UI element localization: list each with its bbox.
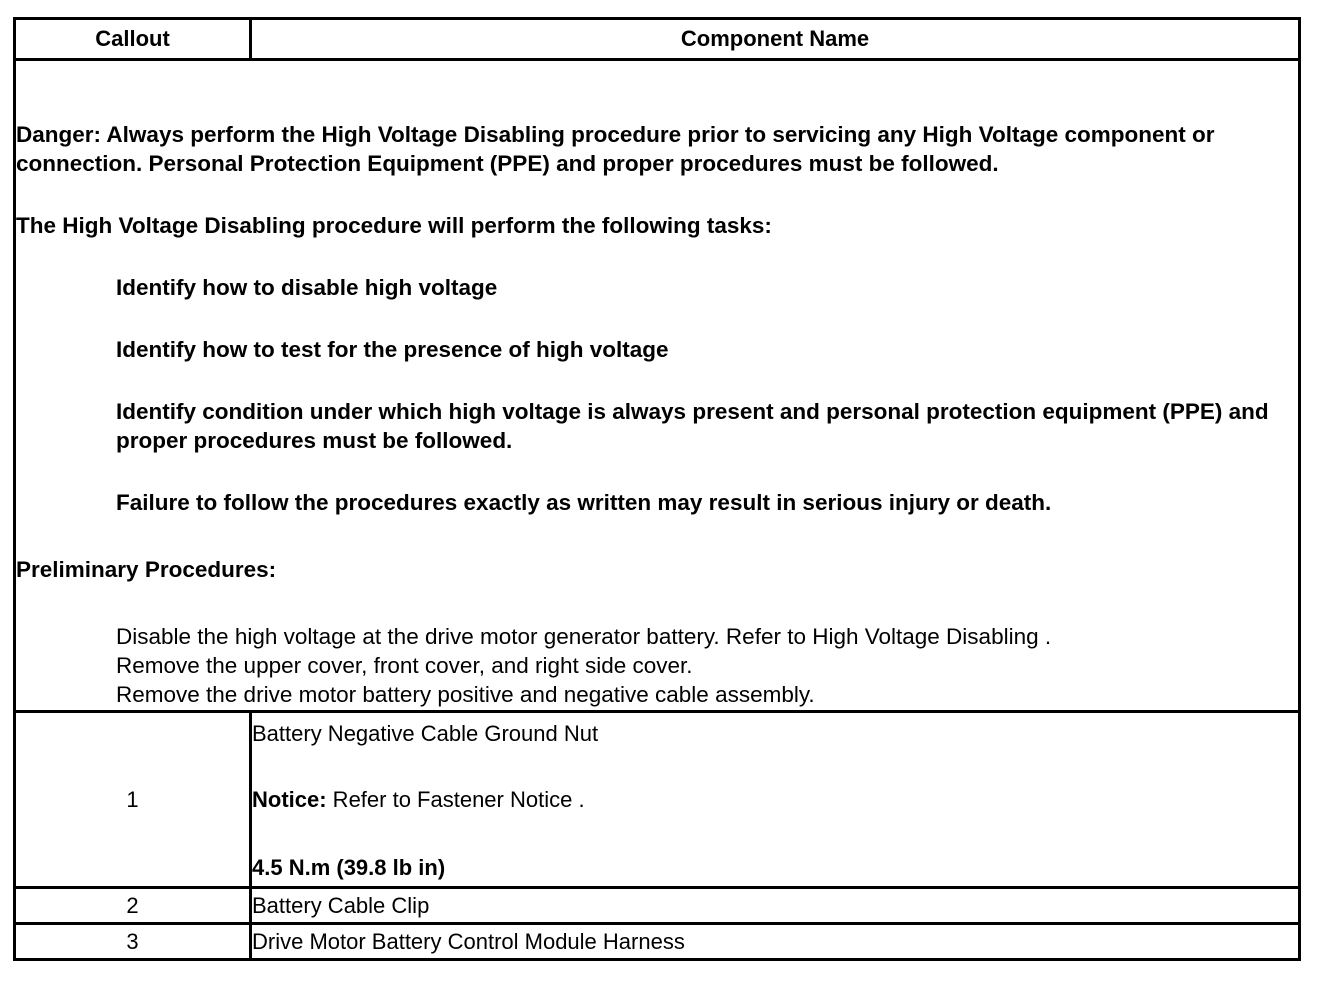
callout-number: 1 bbox=[15, 712, 251, 888]
preliminary-step: Disable the high voltage at the drive motor generator battery. Refer to High Voltage Disabling . bbox=[116, 624, 1052, 649]
component-name: Drive Motor Battery Control Module Harness bbox=[251, 924, 1300, 960]
notice-label: Notice: bbox=[252, 787, 327, 812]
header-row bbox=[15, 19, 1300, 60]
callout-number: 3 bbox=[15, 924, 251, 960]
task-item: Identify how to test for the presence of high voltage bbox=[116, 337, 669, 362]
header-component-name: Component Name bbox=[251, 19, 1300, 60]
preliminary-step: Remove the upper cover, front cover, and right side cover. bbox=[116, 653, 693, 678]
table-row bbox=[15, 888, 1300, 924]
component-name: Battery Cable Clip bbox=[251, 888, 1300, 924]
component-table bbox=[13, 17, 1301, 961]
preliminary-heading: Preliminary Procedures: bbox=[16, 557, 277, 582]
component-name: Battery Negative Cable Ground Nut bbox=[252, 721, 599, 746]
danger-row bbox=[15, 60, 1300, 712]
task-item: Identify how to disable high voltage bbox=[116, 275, 498, 300]
table-row bbox=[15, 924, 1300, 960]
header-callout: Callout bbox=[15, 19, 251, 60]
task-item: Failure to follow the procedures exactly as written may result in serious injury or death. bbox=[116, 490, 1052, 515]
notice-line bbox=[252, 787, 1298, 813]
callout-number: 2 bbox=[15, 888, 251, 924]
tasks-intro: The High Voltage Disabling procedure will perform the following tasks: bbox=[16, 213, 772, 238]
torque-spec: 4.5 N.m (39.8 lb in) bbox=[252, 855, 446, 880]
component-cell bbox=[251, 712, 1300, 888]
danger-text: Danger: Always perform the High Voltage Disabling procedure prior to servicing any High Voltage component or connection. Personal Protection Equipment (PPE) and proper procedures must be followed. bbox=[16, 122, 1215, 176]
preliminary-step: Remove the drive motor battery positive and negative cable assembly. bbox=[116, 682, 815, 707]
notice-text: Refer to Fastener Notice . bbox=[326, 787, 585, 812]
danger-section bbox=[15, 60, 1300, 712]
table-row bbox=[15, 712, 1300, 888]
task-item: Identify condition under which high voltage is always present and personal protection equipment (PPE) and proper procedures must be followed. bbox=[116, 399, 1269, 453]
